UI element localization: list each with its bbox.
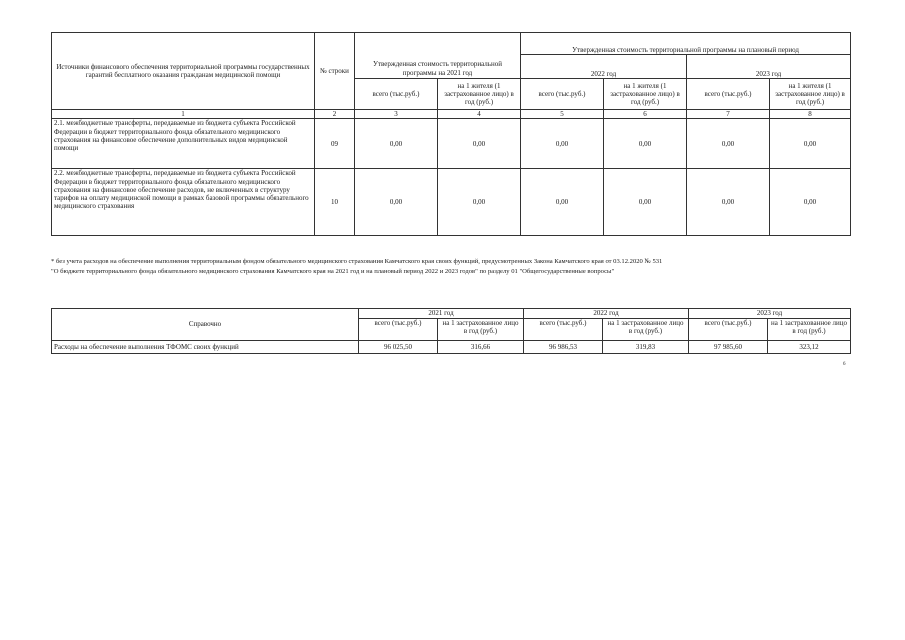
cell-value: 0,00	[770, 119, 851, 169]
column-number: 8	[770, 110, 851, 119]
cell-value: 0,00	[604, 169, 687, 236]
cell-value: 0,00	[604, 119, 687, 169]
header-year-2022: 2022 год	[521, 55, 687, 79]
cell-value: 96 025,50	[359, 341, 438, 354]
page-mark: 6	[843, 362, 846, 367]
reference-table	[51, 308, 851, 354]
footnote	[51, 257, 861, 277]
cell-value: 0,00	[521, 119, 604, 169]
column-number: 2	[315, 110, 355, 119]
cell-value: 0,00	[687, 169, 770, 236]
header-row-number: № строки	[315, 33, 355, 110]
table-row	[52, 119, 851, 169]
cell-value: 0,00	[521, 169, 604, 236]
cell-value: 0,00	[687, 119, 770, 169]
subheader-per-capita-2022: на 1 жителя (1 застрахованное лицо) в год (руб.)	[604, 79, 687, 110]
subheader-per-capita-2023: на 1 жителя (1 застрахованное лицо) в год (руб.)	[770, 79, 851, 110]
subheader-per-insured-2021: на 1 застрахованное лицо в год (руб.)	[438, 319, 524, 341]
column-number: 7	[687, 110, 770, 119]
cell-value: 0,00	[438, 119, 521, 169]
column-number: 3	[355, 110, 438, 119]
column-number: 6	[604, 110, 687, 119]
cell-value: 0,00	[770, 169, 851, 236]
cell-value: 0,00	[355, 119, 438, 169]
cell-value: 316,66	[438, 341, 524, 354]
cell-value: 96 986,53	[524, 341, 603, 354]
row-label: Расходы на обеспечение выполнения ТФОМС своих функций	[52, 341, 359, 354]
row-number: 09	[315, 119, 355, 169]
table-row	[52, 341, 851, 354]
subheader-per-insured-2023: на 1 застрахованное лицо в год (руб.)	[768, 319, 851, 341]
main-financing-table	[51, 32, 851, 236]
subheader-per-capita-2021: на 1 жителя (1 застрахованное лицо) в год (руб.)	[438, 79, 521, 110]
row-label: 2.2. межбюджетные трансферты, передаваемые из бюджета субъекта Российской Федерации в бюджет территориального фонда обязательного медицинского страхования на финансовое обеспечение расходов, не включенных в структуру тарифов на оплату медицинской помощи в рамках базовой программы обязательного медицинского страхования	[52, 169, 315, 236]
header-reference: Справочно	[52, 309, 359, 341]
subheader-total-2023: всего (тыс.руб.)	[689, 319, 768, 341]
subheader-total-2021: всего (тыс.руб.)	[359, 319, 438, 341]
cell-value: 319,83	[603, 341, 689, 354]
header-approved-2021: Утвержденная стоимость территориальной программы на 2021 год	[355, 33, 521, 79]
column-number: 4	[438, 110, 521, 119]
row-number: 10	[315, 169, 355, 236]
subheader-total-2021: всего (тыс.руб.)	[355, 79, 438, 110]
header-year-2023: 2023 год	[687, 55, 851, 79]
header-source: Источники финансового обеспечения территориальной программы государственных гарантий бесплатного оказания гражданам медицинской помощи	[52, 33, 315, 110]
cell-value: 323,12	[768, 341, 851, 354]
subheader-total-2022: всего (тыс.руб.)	[524, 319, 603, 341]
subheader-total-2023: всего (тыс.руб.)	[687, 79, 770, 110]
subheader-per-insured-2022: на 1 застрахованное лицо в год (руб.)	[603, 319, 689, 341]
cell-value: 0,00	[438, 169, 521, 236]
column-number: 1	[52, 110, 315, 119]
subheader-total-2022: всего (тыс.руб.)	[521, 79, 604, 110]
table-row	[52, 169, 851, 236]
cell-value: 97 985,60	[689, 341, 768, 354]
row-label: 2.1. межбюджетные трансферты, передаваемые из бюджета субъекта Российской Федерации в бюджет территориального фонда обязательного медицинского страхования на финансовое обеспечение дополнительных видов медицинской помощи	[52, 119, 315, 169]
cell-value: 0,00	[355, 169, 438, 236]
header-planned-period: Утвержденная стоимость территориальной программы на плановый период	[521, 33, 851, 55]
column-number: 5	[521, 110, 604, 119]
header-year-2023: 2023 год	[689, 309, 851, 319]
header-year-2022: 2022 год	[524, 309, 689, 319]
header-year-2021: 2021 год	[359, 309, 524, 319]
footnote-line: "О бюджете территориального фонда обязательного медицинского страхования Камчатского края на 2021 год и на плановый период 2022 и 2023 годов" по разделу 01 "Общегосударственные вопросы"	[51, 268, 615, 275]
footnote-line: * без учета расходов на обеспечение выполнения территориальным фондом обязательного медицинского страхования Камчатского края своих функций, предусмотренных Закона Камчатского края от 03.12.2020 № 531	[51, 258, 663, 265]
